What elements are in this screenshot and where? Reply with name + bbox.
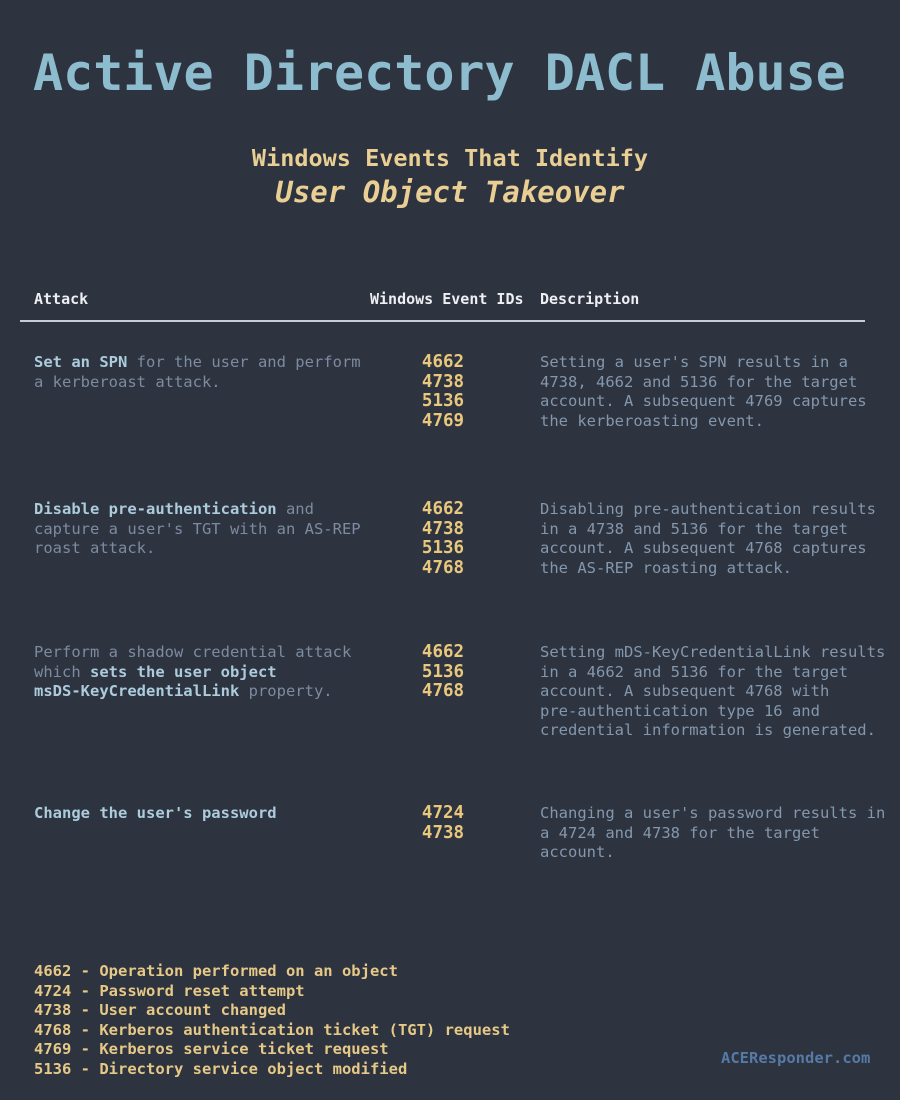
- event-ids-cell: [370, 804, 516, 843]
- attack-text: which: [34, 662, 90, 681]
- description-cell: [540, 353, 892, 431]
- event-id: 4738: [421, 371, 465, 392]
- attack-line: [34, 520, 370, 540]
- column-header-description: Description: [540, 290, 640, 308]
- description-line: Setting a user's SPN results in a: [540, 353, 848, 371]
- legend-item: 4662 - Operation performed on an object: [34, 962, 398, 980]
- attack-cell: [34, 353, 370, 392]
- attack-line: [34, 539, 370, 559]
- attack-keyphrase: Set an SPN: [34, 353, 128, 371]
- event-id: 5136: [421, 391, 465, 411]
- site-link[interactable]: ACEResponder.com: [721, 1049, 871, 1067]
- description-line: Disabling pre-authentication results: [540, 500, 876, 518]
- event-id: 5136: [421, 538, 465, 558]
- page-title: Active Directory DACL Abuse: [33, 44, 846, 102]
- attack-line: [34, 373, 370, 393]
- attack-line: [34, 353, 370, 373]
- event-ids-cell: [370, 353, 516, 431]
- table-column-headers: [0, 292, 900, 312]
- attack-line: [34, 663, 370, 683]
- description-line: the kerberoasting event.: [540, 411, 764, 430]
- header-divider: [20, 320, 865, 322]
- column-header-event-ids: Windows Event IDs: [370, 290, 524, 308]
- column-header-attack: Attack: [34, 290, 89, 308]
- description-line: account. A subsequent 4768 with: [540, 682, 830, 700]
- attack-text: Perform a shadow credential attack: [34, 643, 352, 661]
- legend-item: 4769 - Kerberos service ticket request: [34, 1040, 389, 1058]
- attack-text: capture a user's TGT with an AS-REP: [34, 519, 361, 538]
- description-cell: [540, 804, 892, 863]
- legend-item: 5136 - Directory service object modified: [34, 1059, 408, 1078]
- attack-text: property.: [239, 682, 333, 700]
- description-line: account. A subsequent 4768 captures: [540, 539, 867, 557]
- attack-line: [34, 643, 370, 663]
- attack-cell: [34, 804, 370, 824]
- event-ids-cell: [370, 500, 516, 578]
- description-line: a 4724 and 4738 for the target: [540, 823, 820, 842]
- attack-text: for the user and perform: [127, 353, 361, 371]
- event-id: 4738: [421, 822, 465, 843]
- description-line: Setting mDS-KeyCredentialLink results: [540, 643, 886, 661]
- attack-line: [34, 804, 370, 824]
- event-ids-cell: [370, 643, 516, 702]
- event-id: 5136: [421, 661, 465, 682]
- description-line: account.: [540, 843, 615, 861]
- description-cell: [540, 643, 892, 741]
- legend-item: 4724 - Password reset attempt: [34, 981, 305, 1000]
- description-line: in a 4738 and 5136 for the target: [540, 519, 848, 538]
- attack-text: roast attack.: [34, 539, 156, 557]
- description-line: credential information is generated.: [540, 721, 876, 739]
- attack-text: and: [276, 500, 314, 518]
- legend-item: 4768 - Kerberos authentication ticket (TGT) request: [34, 1020, 510, 1039]
- event-id-legend: [34, 962, 510, 1079]
- attack-keyphrase: Change the user's password: [34, 804, 277, 822]
- description-line: Changing a user's password results in: [540, 804, 886, 822]
- attack-keyphrase: msDS-KeyCredentialLink: [34, 682, 240, 700]
- event-id: 4738: [421, 518, 465, 539]
- event-id: 4724: [421, 803, 465, 823]
- attack-line: [34, 682, 370, 702]
- subtitle-line2: User Object Takeover: [275, 175, 625, 209]
- attack-keyphrase: sets the user object: [90, 662, 277, 681]
- event-id: 4662: [421, 499, 465, 519]
- description-line: the AS-REP roasting attack.: [540, 558, 792, 577]
- legend-item: 4738 - User account changed: [34, 1001, 286, 1019]
- attack-keyphrase: Disable pre-authentication: [34, 500, 277, 518]
- subtitle-line1: Windows Events That Identify: [251, 144, 649, 172]
- event-id: 4662: [421, 642, 465, 662]
- event-id: 4662: [421, 352, 465, 372]
- attack-cell: [34, 500, 370, 559]
- description-line: account. A subsequent 4769 captures: [540, 392, 867, 410]
- event-id: 4769: [421, 410, 465, 431]
- description-cell: [540, 500, 892, 578]
- event-id: 4768: [421, 681, 465, 701]
- description-line: in a 4662 and 5136 for the target: [540, 662, 848, 681]
- attack-text: a kerberoast attack.: [34, 372, 221, 391]
- attack-cell: [34, 643, 370, 702]
- description-line: pre-authentication type 16 and: [540, 701, 820, 720]
- event-id: 4768: [421, 557, 465, 578]
- description-line: 4738, 4662 and 5136 for the target: [540, 372, 858, 391]
- attack-line: [34, 500, 370, 520]
